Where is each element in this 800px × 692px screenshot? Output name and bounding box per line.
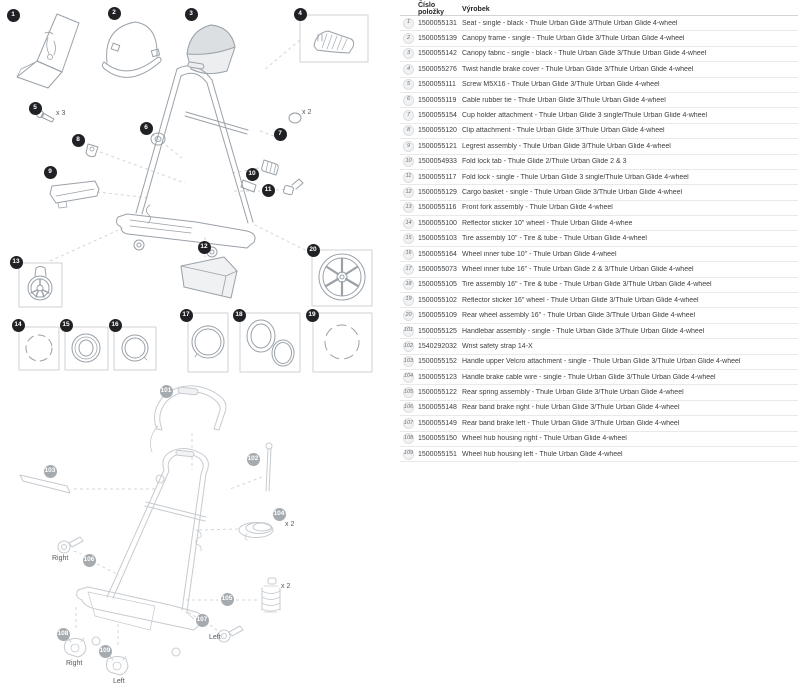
table-row: [400, 385, 798, 400]
item-number: 1500055102: [418, 296, 457, 304]
fold-lock-tab-part: [262, 160, 279, 175]
callout-9: 9: [44, 166, 57, 179]
stroller-frame: [117, 62, 256, 257]
item-index-badge: 18: [403, 279, 414, 290]
wrist-strap-part: [266, 443, 272, 491]
product-name: Rear band brake right - hule Urban Glide 3/Thule Urban Glide 4-wheel: [462, 404, 680, 412]
item-number: 1500055119: [418, 96, 457, 104]
item-number: 1500055125: [418, 327, 457, 335]
item-number: 1500055131: [418, 19, 457, 27]
product-name: Wheel hub housing left - Thule Urban Glide 4-wheel: [462, 450, 623, 458]
product-name: Rear wheel assembly 16" - Thule Urban Glide 3/Thule Urban Glide 4-wheel: [462, 312, 696, 320]
table-body: [400, 16, 798, 462]
item-index-badge: 101: [403, 326, 414, 337]
item-index-badge: 20: [403, 310, 414, 321]
table-row: [400, 31, 798, 46]
item-number: 1500054933: [418, 158, 457, 166]
item-index-badge: 103: [403, 356, 414, 367]
table-row: [400, 339, 798, 354]
item-index-badge: 7: [403, 110, 414, 121]
product-name: Cup holder attachment - Thule Urban Glide 3 single/Thule Urban Glide 4-wheel: [462, 112, 708, 120]
product-name: Wrist safety strap 14-X: [462, 342, 533, 350]
cargo-basket-part: [181, 257, 237, 298]
item-number: 1500055151: [418, 450, 457, 458]
velcro-bar-part: [20, 475, 70, 493]
callout-15: 15: [60, 319, 73, 332]
item-number: 1500055152: [418, 358, 457, 366]
item-number: 1500055150: [418, 435, 457, 443]
item-number: 1500055073: [418, 265, 457, 273]
item-index-badge: 6: [403, 95, 414, 106]
product-name: Wheel hub housing right - Thule Urban Glide 4-wheel: [462, 435, 627, 443]
item-number: 1500055122: [418, 389, 457, 397]
callout-12: 12: [198, 241, 211, 254]
item-index-badge: 2: [403, 33, 414, 44]
item-number: 1500055117: [418, 173, 457, 181]
product-name: Cable rubber tie - Thule Urban Glide 3/Thule Urban Glide 4-wheel: [462, 96, 666, 104]
hub-housing-left-part: [106, 656, 128, 675]
item-number: 1500055123: [418, 373, 457, 381]
diagram-annotation: x 2: [281, 583, 291, 590]
table-row: [400, 370, 798, 385]
item-index-badge: 10: [403, 156, 414, 167]
header-item-number: Číslo položky: [418, 2, 445, 16]
item-index-badge: 8: [403, 125, 414, 136]
table-row: [400, 155, 798, 170]
table-row: [400, 278, 798, 293]
item-number: 1500055100: [418, 219, 457, 227]
table-row: [400, 185, 798, 200]
callout-103: 103: [44, 465, 57, 478]
callout-104: 104: [273, 508, 286, 521]
item-index-badge: 108: [403, 433, 414, 444]
item-number: 1500055142: [418, 50, 457, 58]
item-index-badge: 11: [403, 172, 414, 183]
item-index-badge: 14: [403, 218, 414, 229]
item-number: 1500055148: [418, 404, 457, 412]
product-name: Cargo basket - single - Thule Urban Glide 3/Thule Urban Glide 4-wheel: [462, 188, 683, 196]
callout-108: 108: [57, 628, 70, 641]
item-index-badge: 105: [403, 387, 414, 398]
front-fork-box: [19, 263, 62, 307]
table-row: [400, 124, 798, 139]
diagram-annotation: Left: [209, 634, 221, 641]
callout-17: 17: [180, 309, 193, 322]
diagram-annotation: x 2: [302, 109, 312, 116]
callout-11: 11: [262, 184, 275, 197]
product-name: Tire assembly 10" - Tire & tube - Thule Urban Glide 4-wheel: [462, 235, 647, 243]
table-row: [400, 447, 798, 462]
table-row: [400, 216, 798, 231]
tire-10-box: [65, 327, 108, 370]
item-index-badge: 106: [403, 402, 414, 413]
band-brake-right-part: [58, 537, 83, 553]
item-number: 1500055111: [418, 81, 456, 89]
product-name: Reflector sticker 16" wheel - Thule Urban Glide 3/Thule Urban Glide 4-wheel: [462, 296, 699, 304]
brake-cover-box: [300, 15, 368, 62]
table-row: [400, 324, 798, 339]
item-number: 1500055276: [418, 65, 457, 73]
item-index-badge: 4: [403, 64, 414, 75]
seat-part: [17, 14, 79, 88]
header-product: Výrobek: [462, 5, 490, 13]
table-row: [400, 170, 798, 185]
item-index-badge: 3: [403, 48, 414, 59]
product-name: Tire assembly 16" - Tire & tube - Thule Urban Glide 3/Thule Urban Glide 4-wheel: [462, 281, 712, 289]
product-name: Legrest assembly - Thule Urban Glide 3/Thule Urban Glide 4-wheel: [462, 142, 671, 150]
product-name: Fold lock tab - Thule Glide 2/Thule Urban Glide 2 & 3: [462, 158, 627, 166]
item-number: 1500055139: [418, 35, 457, 43]
item-index-badge: 13: [403, 202, 414, 213]
item-index-badge: 5: [403, 79, 414, 90]
callout-102: 102: [247, 453, 260, 466]
lower-frame: [77, 448, 209, 656]
callout-16: 16: [109, 319, 122, 332]
product-name: Rear band brake left - Thule Urban Glide 3/Thule Urban Glide 4-wheel: [462, 419, 680, 427]
product-name: Seat - single - black - Thule Urban Glide 3/Thule Urban Glide 4-wheel: [462, 19, 678, 27]
product-name: Clip attachment - Thule Urban Glide 3/Thule Urban Glide 4-wheel: [462, 127, 665, 135]
item-number: 1500055120: [418, 127, 457, 135]
item-number: 1500055109: [418, 312, 457, 320]
table-row: [400, 108, 798, 123]
table-row: [400, 201, 798, 216]
brake-cable-part: [239, 523, 273, 541]
item-number: 1500055105: [418, 281, 457, 289]
product-name: Handlebar assembly - single - Thule Urban Glide 3/Thule Urban Glide 4-wheel: [462, 327, 705, 335]
item-index-badge: 16: [403, 249, 414, 260]
callout-10: 10: [246, 168, 259, 181]
item-number: 1500055103: [418, 235, 457, 243]
item-number: 1500055121: [418, 142, 457, 150]
diagram-annotation: x 2: [285, 521, 295, 528]
item-index-badge: 19: [403, 295, 414, 306]
item-index-badge: 107: [403, 418, 414, 429]
table-header: [400, 0, 798, 16]
callout-101: 101: [160, 385, 173, 398]
table-row: [400, 401, 798, 416]
diagram-annotation: Left: [113, 678, 125, 685]
table-row: [400, 432, 798, 447]
callout-105: 105: [221, 593, 234, 606]
fold-lock-part: [283, 179, 303, 195]
item-number: 1540292032: [418, 342, 457, 350]
table-row: [400, 139, 798, 154]
cup-holder-part: [289, 113, 301, 123]
callout-20: 20: [307, 244, 320, 257]
product-name: Reflector sticker 10" wheel - Thule Urban Glide 4-whee: [462, 219, 633, 227]
rear-spring-part: [262, 578, 280, 612]
tube-16-box: [188, 313, 228, 372]
table-row: [400, 262, 798, 277]
item-index-badge: 104: [403, 372, 414, 383]
product-name: Handle brake cable wire - single - Thule Urban Glide 3/Thule Urban Glide 4-wheel: [462, 373, 716, 381]
callout-7: 7: [274, 128, 287, 141]
diagram-annotation: Right: [52, 555, 69, 562]
callout-109: 109: [99, 645, 112, 658]
table-row: [400, 93, 798, 108]
table-row: [400, 355, 798, 370]
diagram-annotation: Right: [66, 660, 83, 667]
table-row: [400, 78, 798, 93]
clip-part: [86, 144, 98, 157]
product-name: Front fork assembly - Thule Urban Glide 4-wheel: [462, 204, 613, 212]
table-row: [400, 308, 798, 323]
parts-table: [400, 0, 798, 462]
callout-107: 107: [196, 614, 209, 627]
product-name: Twist handle brake cover - Thule Urban Glide 3/Thule Urban Glide 4-wheel: [462, 65, 694, 73]
callout-14: 14: [12, 319, 25, 332]
callout-4: 4: [294, 8, 307, 21]
table-row: [400, 247, 798, 262]
callout-13: 13: [10, 256, 23, 269]
item-number: 1500055129: [418, 188, 457, 196]
callout-1: 1: [7, 9, 20, 22]
item-index-badge: 102: [403, 341, 414, 352]
callout-18: 18: [233, 309, 246, 322]
item-index-badge: 1: [403, 18, 414, 29]
reflector-16-box: [313, 313, 372, 372]
product-name: Canopy fabric - single - black - Thule Urban Glide 3/Thule Urban Glide 4-wheel: [462, 50, 707, 58]
callout-5: 5: [29, 102, 42, 115]
item-number: 1500055149: [418, 419, 457, 427]
canopy-frame-part: [102, 22, 161, 77]
reflector-10-box: [19, 327, 59, 370]
tube-10-box: [114, 327, 156, 370]
table-row: [400, 416, 798, 431]
hub-housing-right-part: [64, 638, 86, 657]
callout-106: 106: [83, 554, 96, 567]
legrest-part: [50, 181, 99, 208]
callout-19: 19: [306, 309, 319, 322]
item-index-badge: 9: [403, 141, 414, 152]
product-name: Rear spring assembly - Thule Urban Glide 3/Thule Urban Glide 4-wheel: [462, 389, 684, 397]
tire-16-box: [240, 313, 300, 372]
product-name: Screw M5X16 - Thule Urban Glide 3/Thule Urban Glide 4-wheel: [462, 81, 660, 89]
item-index-badge: 17: [403, 264, 414, 275]
product-name: Wheel inner tube 16" - Thule Urban Glide 2 & 3/Thule Urban Glide 4-wheel: [462, 265, 694, 273]
item-index-badge: 12: [403, 187, 414, 198]
table-row: [400, 47, 798, 62]
item-index-badge: 15: [403, 233, 414, 244]
callout-2: 2: [108, 7, 121, 20]
item-number: 1500055154: [418, 112, 457, 120]
band-brake-left-part: [218, 626, 243, 642]
diagram-annotation: x 3: [56, 110, 66, 117]
item-number: 1500055164: [418, 250, 457, 258]
product-name: Wheel inner tube 10" - Thule Urban Glide 4-wheel: [462, 250, 617, 258]
table-row: [400, 62, 798, 77]
callout-6: 6: [140, 122, 153, 135]
product-name: Fold lock - single - Thule Urban Glide 3 single/Thule Urban Glide 4-wheel: [462, 173, 689, 181]
table-row: [400, 293, 798, 308]
table-row: [400, 231, 798, 246]
callout-8: 8: [72, 134, 85, 147]
product-name: Canopy frame - single - Thule Urban Glide 3/Thule Urban Glide 4-wheel: [462, 35, 685, 43]
callout-3: 3: [185, 8, 198, 21]
item-index-badge: 109: [403, 449, 414, 460]
rear-wheel-box: [312, 250, 372, 306]
product-name: Handle upper Velcro attachment - single - Thule Urban Glide 3/Thule Urban Glide 4-wheel: [462, 358, 741, 366]
table-row: [400, 16, 798, 31]
item-number: 1500055116: [418, 204, 457, 212]
